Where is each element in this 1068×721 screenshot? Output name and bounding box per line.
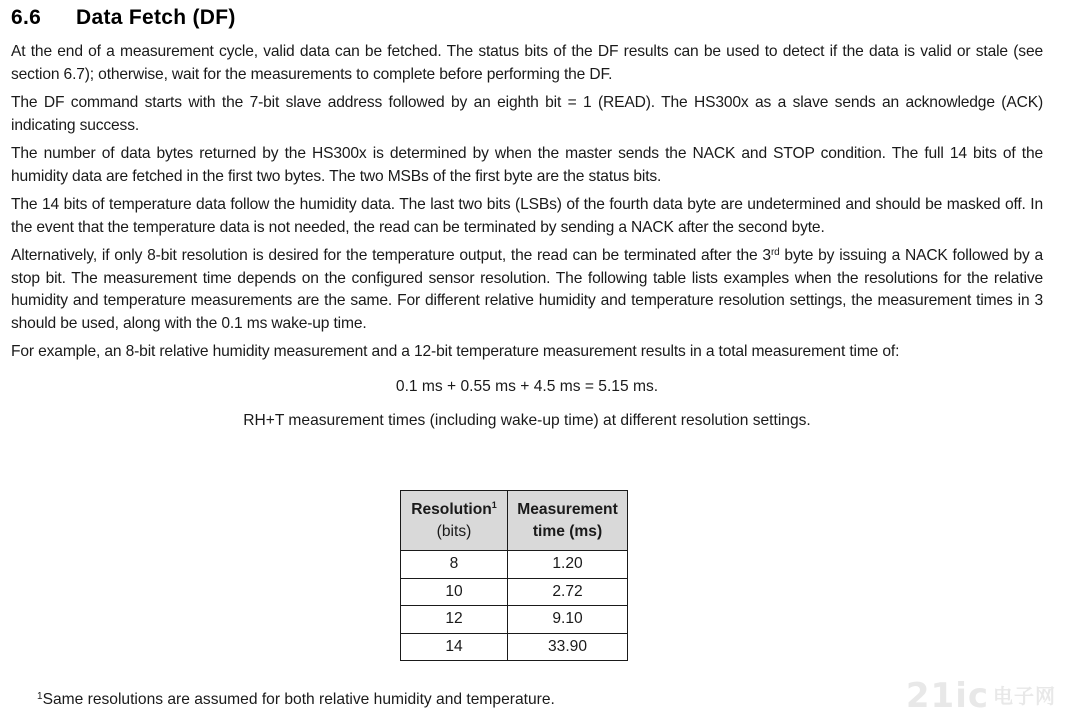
section-heading [11, 5, 1043, 35]
cell-time: 33.90 [508, 633, 628, 661]
table-header-row [401, 491, 628, 551]
footnote-text: Same resolutions are assumed for both relative humidity and temperature. [42, 691, 555, 708]
paragraph-3: The number of data bytes returned by the HS300x is determined by when the master sends the NACK and STOP condition. The full 14 bits of the humidity data are fetched in the first two bytes. The two MSBs of the first byte are the status bits. [11, 145, 1043, 185]
header-time-label: Measurement [517, 500, 618, 518]
header-footnote-marker: 1 [491, 499, 497, 510]
header-resolution-unit: (bits) [436, 522, 472, 540]
header-resolution [401, 491, 508, 551]
section-number: 6.6 [11, 6, 42, 29]
paragraph-2: The DF command starts with the 7-bit slave address followed by an eighth bit = 1 (READ). The HS300x as a slave sends an acknowledge (ACK) indicating success. [11, 94, 1043, 134]
paragraph-4: The 14 bits of temperature data follow the humidity data. The last two bits (LSBs) of the fourth data byte are undetermined and should be masked off. In the event that the temperature data is not needed, the read can be terminated by sending a NACK after the second byte. [11, 196, 1043, 236]
cell-time: 2.72 [508, 578, 628, 606]
cell-resolution: 12 [401, 606, 508, 634]
table-row [401, 633, 628, 661]
header-resolution-label: Resolution [411, 500, 492, 518]
paragraph-1: At the end of a measurement cycle, valid data can be fetched. The status bits of the DF results can be used to detect if the data is valid or stale (see section 6.7); otherwise, wait for the measurements to complete before performing the DF. [11, 43, 1043, 83]
paragraph-5-part-2: byte by issuing a NACK followed by a stop bit. The measurement time depends on the configured sensor resolution. The following table lists examples when the resolutions for the relative humidity and temperature measurements are the same. For different relative humidity and temperature resolution settings, the measurement times in 3 should be used, along with the 0.1 ms wake-up time. [11, 247, 1044, 332]
cell-resolution: 10 [401, 578, 508, 606]
paragraph-6: For example, an 8-bit relative humidity measurement and a 12-bit temperature measurement results in a total measurement time of: [11, 343, 900, 360]
watermark-text: 21ic [905, 676, 989, 716]
table-row [401, 551, 628, 579]
header-time-unit: time (ms) [532, 522, 603, 540]
table-row [401, 606, 628, 634]
table-row [401, 578, 628, 606]
paragraph-5 [11, 245, 1043, 335]
watermark-cn-text: 电子网 [993, 684, 1056, 708]
equation: 0.1 ms + 0.55 ms + 4.5 ms = 5.15 ms. [395, 377, 659, 395]
document-page [11, 0, 1043, 432]
cell-time: 1.20 [508, 551, 628, 579]
resolution-table [400, 490, 628, 661]
footnote-marker: 1 [37, 691, 43, 702]
section-title: Data Fetch (DF) [76, 6, 236, 29]
cell-resolution: 8 [401, 551, 508, 579]
paragraph-5-superscript: rd [770, 247, 780, 258]
watermark-logo [906, 676, 1056, 716]
paragraph-5-part-1: Alternatively, if only 8-bit resolution is desired for the temperature output, the read can be terminated after the 3 [11, 247, 771, 264]
footnote [37, 690, 555, 710]
cell-time: 9.10 [508, 606, 628, 634]
cell-resolution: 14 [401, 633, 508, 661]
table-caption: RH+T measurement times (including wake-up time) at different resolution settings. [243, 411, 811, 429]
header-measurement-time [508, 491, 628, 551]
resolution-table-wrapper [400, 490, 628, 661]
